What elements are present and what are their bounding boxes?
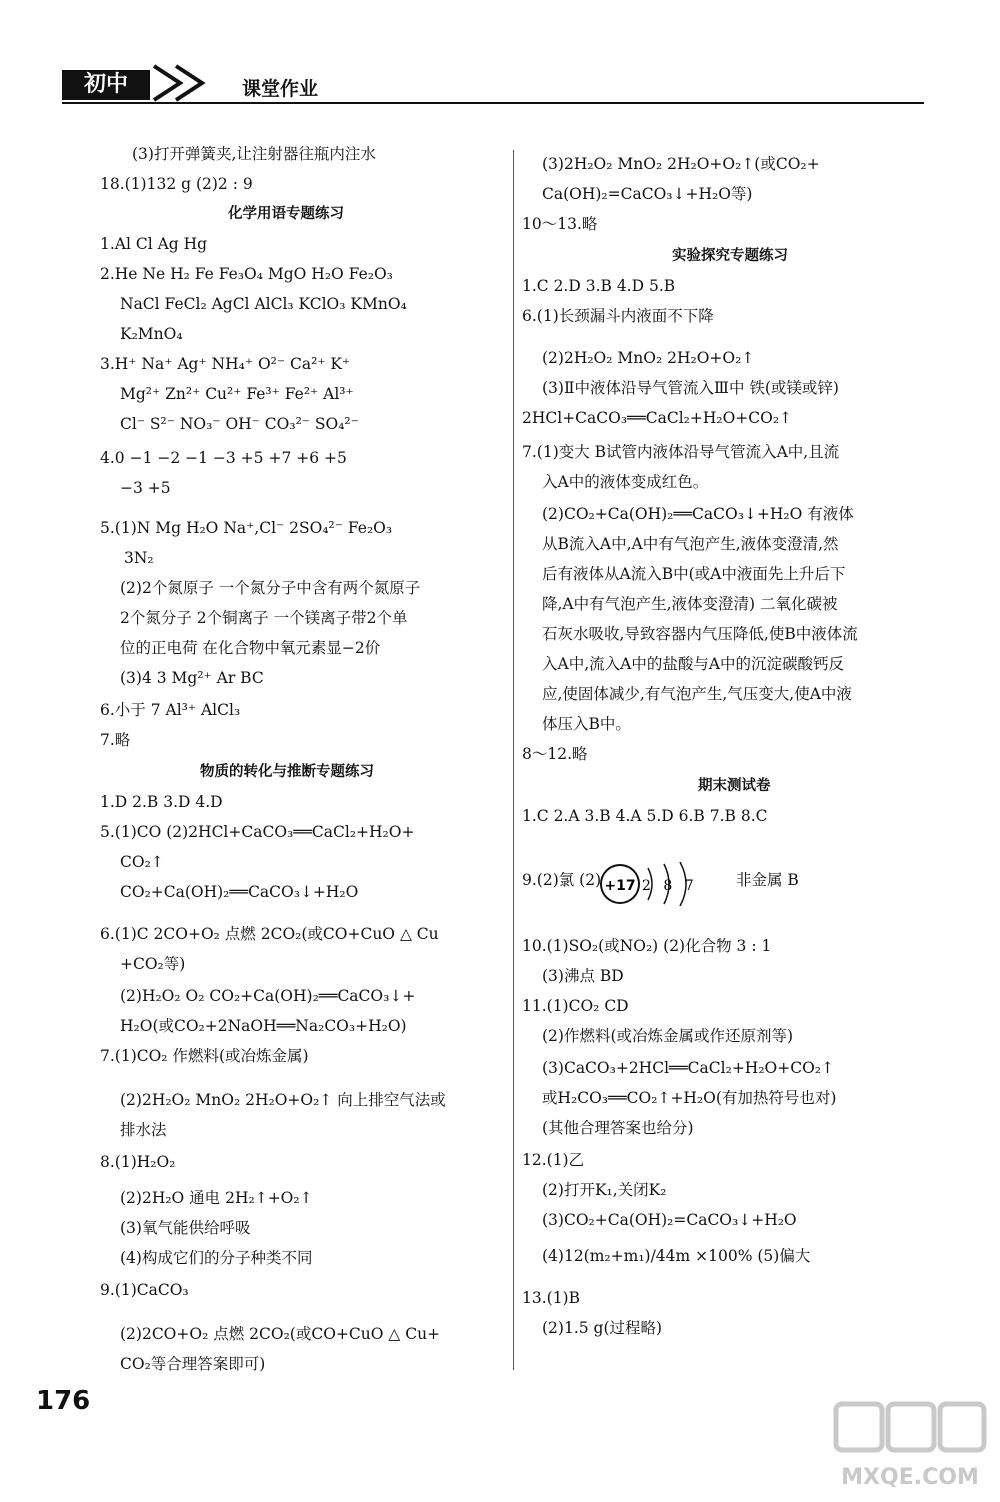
right-answer-line: 入A中的液体变成红色。	[542, 473, 709, 491]
right-answer-line: (其他合理答案也给分)	[542, 1119, 694, 1137]
left-answer-line: 2个氮分子 2个铜离子 一个镁离子带2个单	[120, 609, 408, 627]
left-answer-line: 4.0 −1 −2 −1 −3 +5 +7 +6 +5	[100, 449, 347, 467]
header-badge: 初中	[62, 70, 150, 100]
right-answer-line: (2)打开K₁,关闭K₂	[542, 1181, 667, 1199]
header-rule	[62, 102, 924, 104]
right-answer-line: 10～13.略	[522, 215, 598, 233]
left-answer-line: (2)2个氮原子 一个氮分子中含有两个氮原子	[120, 579, 421, 597]
left-answer-line: 7.略	[100, 731, 131, 749]
left-answer-line: 6.小于 7 Al³⁺ AlCl₃	[100, 701, 241, 719]
right-answer-line: (2)1.5 g(过程略)	[542, 1319, 663, 1337]
left-answer-line: 8.(1)H₂O₂	[100, 1153, 176, 1171]
right-answer-line: 11.(1)CO₂ CD	[522, 997, 629, 1015]
left-answer-line: (2)2H₂O₂ MnO₂ 2H₂O+O₂↑ 向上排空气法或	[120, 1091, 446, 1109]
right-answer-line: Ca(OH)₂=CaCO₃↓+H₂O等)	[542, 185, 753, 203]
right-answer-line: 非金属 B	[736, 871, 799, 889]
left-answer-line: +CO₂等)	[120, 955, 186, 973]
left-answer-line: Mg²⁺ Zn²⁺ Cu²⁺ Fe³⁺ Fe²⁺ Al³⁺	[120, 385, 354, 403]
left-answer-line: Cl⁻ S²⁻ NO₃⁻ OH⁻ CO₃²⁻ SO₄²⁻	[120, 415, 359, 433]
atom-shells: 2 8 7	[642, 878, 698, 894]
left-answer-line: 9.(1)CaCO₃	[100, 1281, 189, 1299]
watermark-text: MXQE.COM	[841, 1465, 979, 1490]
right-answer-line: (2)作燃料(或冶炼金属或作还原剂等)	[542, 1027, 794, 1045]
right-answer-line: 从B流入A中,A中有气泡产生,液体变澄清,然	[542, 535, 839, 553]
right-answer-line: 应,使固体减少,有气泡产生,气压变大,使A中液	[542, 685, 852, 703]
right-answer-line: 7.(1)变大 B试管内液体沿导气管流入A中,且流	[522, 443, 840, 461]
left-answer-line: (4)构成它们的分子种类不同	[120, 1249, 313, 1267]
double-chevron-icon	[150, 62, 230, 104]
left-answer-line: CO₂↑	[120, 853, 164, 871]
watermark-logo	[830, 1400, 990, 1495]
right-answer-line: (4)12(m₂+m₁)/44m ×100% (5)偏大	[542, 1247, 811, 1265]
page-number: 176	[36, 1386, 91, 1416]
left-answer-line: 排水法	[120, 1121, 167, 1139]
right-answer-line: 10.(1)SO₂(或NO₂) (2)化合物 3 : 1	[522, 937, 772, 955]
left-answer-line: 18.(1)132 g (2)2 : 9	[100, 175, 253, 193]
right-answer-line: 或H₂CO₃══CO₂↑+H₂O(有加热符号也对)	[542, 1089, 837, 1107]
left-answer-line: (2)2CO+O₂ 点燃 2CO₂(或CO+CuO △ Cu+	[120, 1325, 441, 1343]
left-answer-line: 3N₂	[124, 549, 154, 567]
right-section-heading: 期末测试卷	[698, 778, 771, 794]
left-answer-line: 5.(1)N Mg H₂O Na⁺,Cl⁻ 2SO₄²⁻ Fe₂O₃	[100, 519, 393, 537]
right-answer-line: (2)CO₂+Ca(OH)₂══CaCO₃↓+H₂O 有液体	[542, 505, 854, 523]
right-answer-line: 6.(1)长颈漏斗内液面不下降	[522, 307, 714, 325]
left-answer-line: 3.H⁺ Na⁺ Ag⁺ NH₄⁺ O²⁻ Ca²⁺ K⁺	[100, 355, 351, 373]
right-answer-line: 9.(2)氯 (2)	[522, 871, 602, 889]
left-section-heading: 化学用语专题练习	[228, 206, 344, 222]
left-answer-line: NaCl FeCl₂ AgCl AlCl₃ KClO₃ KMnO₄	[120, 295, 407, 313]
left-answer-line: K₂MnO₄	[120, 325, 183, 343]
right-answer-line: (3)沸点 BD	[542, 967, 624, 985]
atom-structure-diagram	[598, 862, 718, 906]
left-answer-line: CO₂等合理答案即可)	[120, 1355, 266, 1373]
left-answer-line: 2.He Ne H₂ Fe Fe₃O₄ MgO H₂O Fe₂O₃	[100, 265, 393, 283]
right-answer-line: (3)2H₂O₂ MnO₂ 2H₂O+O₂↑(或CO₂+	[542, 155, 820, 173]
left-answer-line: 1.D 2.B 3.D 4.D	[100, 793, 223, 811]
right-answer-line: 8～12.略	[522, 745, 588, 763]
left-answer-line: (3)打开弹簧夹,让注射器往瓶内注水	[132, 145, 376, 163]
atom-nucleus: +17	[604, 878, 636, 894]
left-answer-line: 7.(1)CO₂ 作燃料(或冶炼金属)	[100, 1047, 309, 1065]
right-answer-line: 2HCl+CaCO₃══CaCl₂+H₂O+CO₂↑	[522, 409, 793, 427]
left-answer-line: −3 +5	[120, 479, 171, 497]
right-answer-line: (3)CO₂+Ca(OH)₂=CaCO₃↓+H₂O	[542, 1211, 797, 1229]
left-answer-line: (2)H₂O₂ O₂ CO₂+Ca(OH)₂══CaCO₃↓+	[120, 987, 416, 1005]
right-answer-line: 13.(1)B	[522, 1289, 580, 1307]
right-answer-line: (2)2H₂O₂ MnO₂ 2H₂O+O₂↑	[542, 349, 755, 367]
right-answer-line: 1.C 2.A 3.B 4.A 5.D 6.B 7.B 8.C	[522, 807, 768, 825]
right-answer-line: 12.(1)乙	[522, 1151, 585, 1169]
right-answer-line: 1.C 2.D 3.B 4.D 5.B	[522, 277, 676, 295]
page-header	[62, 62, 924, 106]
column-divider	[513, 150, 514, 1370]
left-answer-line: (2)2H₂O 通电 2H₂↑+O₂↑	[120, 1189, 313, 1207]
left-answer-line: 位的正电荷 在化合物中氧元素显−2价	[120, 639, 381, 657]
right-answer-line: 体压入B中。	[542, 715, 631, 733]
left-section-heading: 物质的转化与推断专题练习	[200, 764, 374, 780]
left-answer-line: H₂O(或CO₂+2NaOH══Na₂CO₃+H₂O)	[120, 1017, 407, 1035]
right-answer-line: (3)Ⅱ中液体沿导气管流入Ⅲ中 铁(或镁或锌)	[542, 379, 839, 397]
right-answer-line: 石灰水吸收,导致容器内气压降低,使B中液体流	[542, 625, 858, 643]
left-answer-line: 1.Al Cl Ag Hg	[100, 235, 208, 253]
right-answer-line: 后有液体从A流入B中(或A中液面先上升后下	[542, 565, 846, 583]
left-answer-line: (3)4 3 Mg²⁺ Ar BC	[120, 669, 264, 687]
left-answer-line: 6.(1)C 2CO+O₂ 点燃 2CO₂(或CO+CuO △ Cu	[100, 925, 439, 943]
right-section-heading: 实验探究专题练习	[672, 248, 788, 264]
left-answer-line: (3)氧气能供给呼吸	[120, 1219, 251, 1237]
left-answer-line: 5.(1)CO (2)2HCl+CaCO₃══CaCl₂+H₂O+	[100, 823, 415, 841]
left-answer-line: CO₂+Ca(OH)₂══CaCO₃↓+H₂O	[120, 883, 359, 901]
right-answer-line: 入A中,流入A中的盐酸与A中的沉淀碳酸钙反	[542, 655, 845, 673]
right-answer-line: (3)CaCO₃+2HCl══CaCl₂+H₂O+CO₂↑	[542, 1059, 834, 1077]
right-answer-line: 降,A中有气泡产生,液体变澄清) 二氧化碳被	[542, 595, 838, 613]
header-title: 课堂作业	[242, 78, 319, 100]
